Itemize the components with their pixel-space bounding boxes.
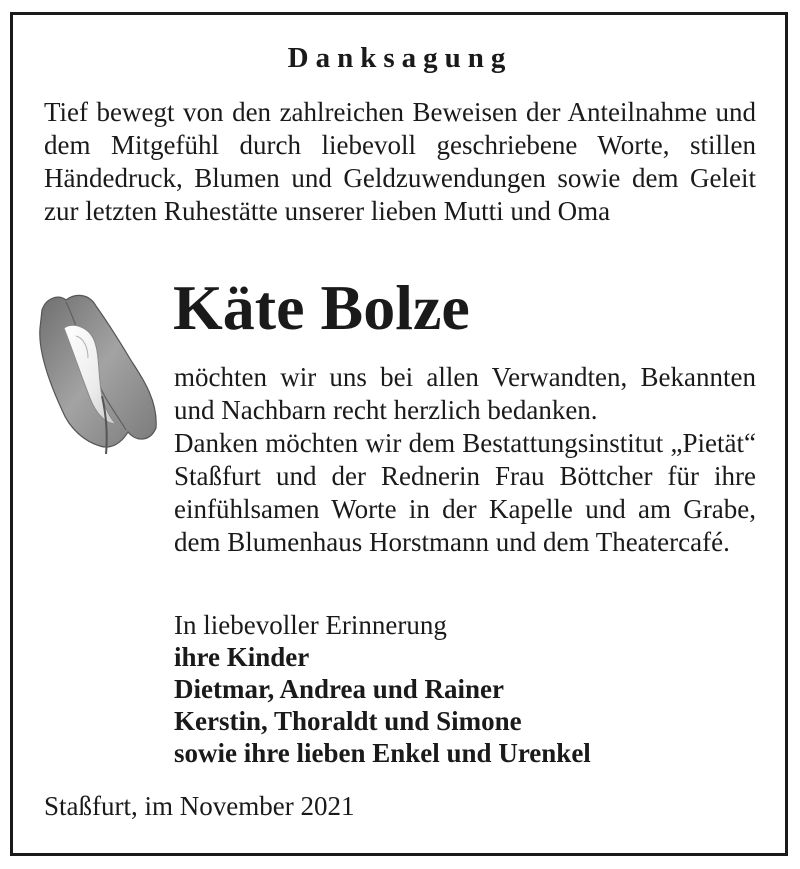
intro-paragraph: Tief bewegt von den zahlreichen Beweisen der Anteilnahme und dem Mitgefühl durch liebevoll geschriebene Worte, stillen Händedruck, Blumen und Geldzuwendungen sowie dem Geleit zur letzten Ruhestätte unserer lieben Mutti und Oma <box>44 97 756 226</box>
family-line-grandchildren: sowie ihre lieben Enkel und Urenkel <box>174 738 591 768</box>
signature-block <box>174 609 756 769</box>
calla-lily-icon <box>36 292 160 456</box>
notice-title: Danksagung <box>287 42 513 74</box>
family-line-dietmar: Dietmar, Andrea und Rainer <box>174 674 505 704</box>
deceased-name: Käte Bolze <box>173 272 470 343</box>
place-date: Staßfurt, im November 2021 <box>44 791 355 821</box>
thanks-paragraph: möchten wir uns bei allen Verwandten, Bekannten und Nachbarn recht herzlich bedanken. <box>174 362 756 425</box>
family-line-children: ihre Kinder <box>174 642 310 672</box>
memory-line: In liebevoller Erinnerung <box>174 610 447 640</box>
thanks-detail-paragraph: Danken möchten wir dem Bestattungsinstitut „Pietät“ Staßfurt und der Rednerin Frau Böttcher für ihre einfühlsamen Worte in der Kapelle und am Grabe, dem Blumenhaus Horstmann und dem Theatercafé. <box>174 428 756 557</box>
family-line-kerstin: Kerstin, Thoraldt und Simone <box>174 706 522 736</box>
